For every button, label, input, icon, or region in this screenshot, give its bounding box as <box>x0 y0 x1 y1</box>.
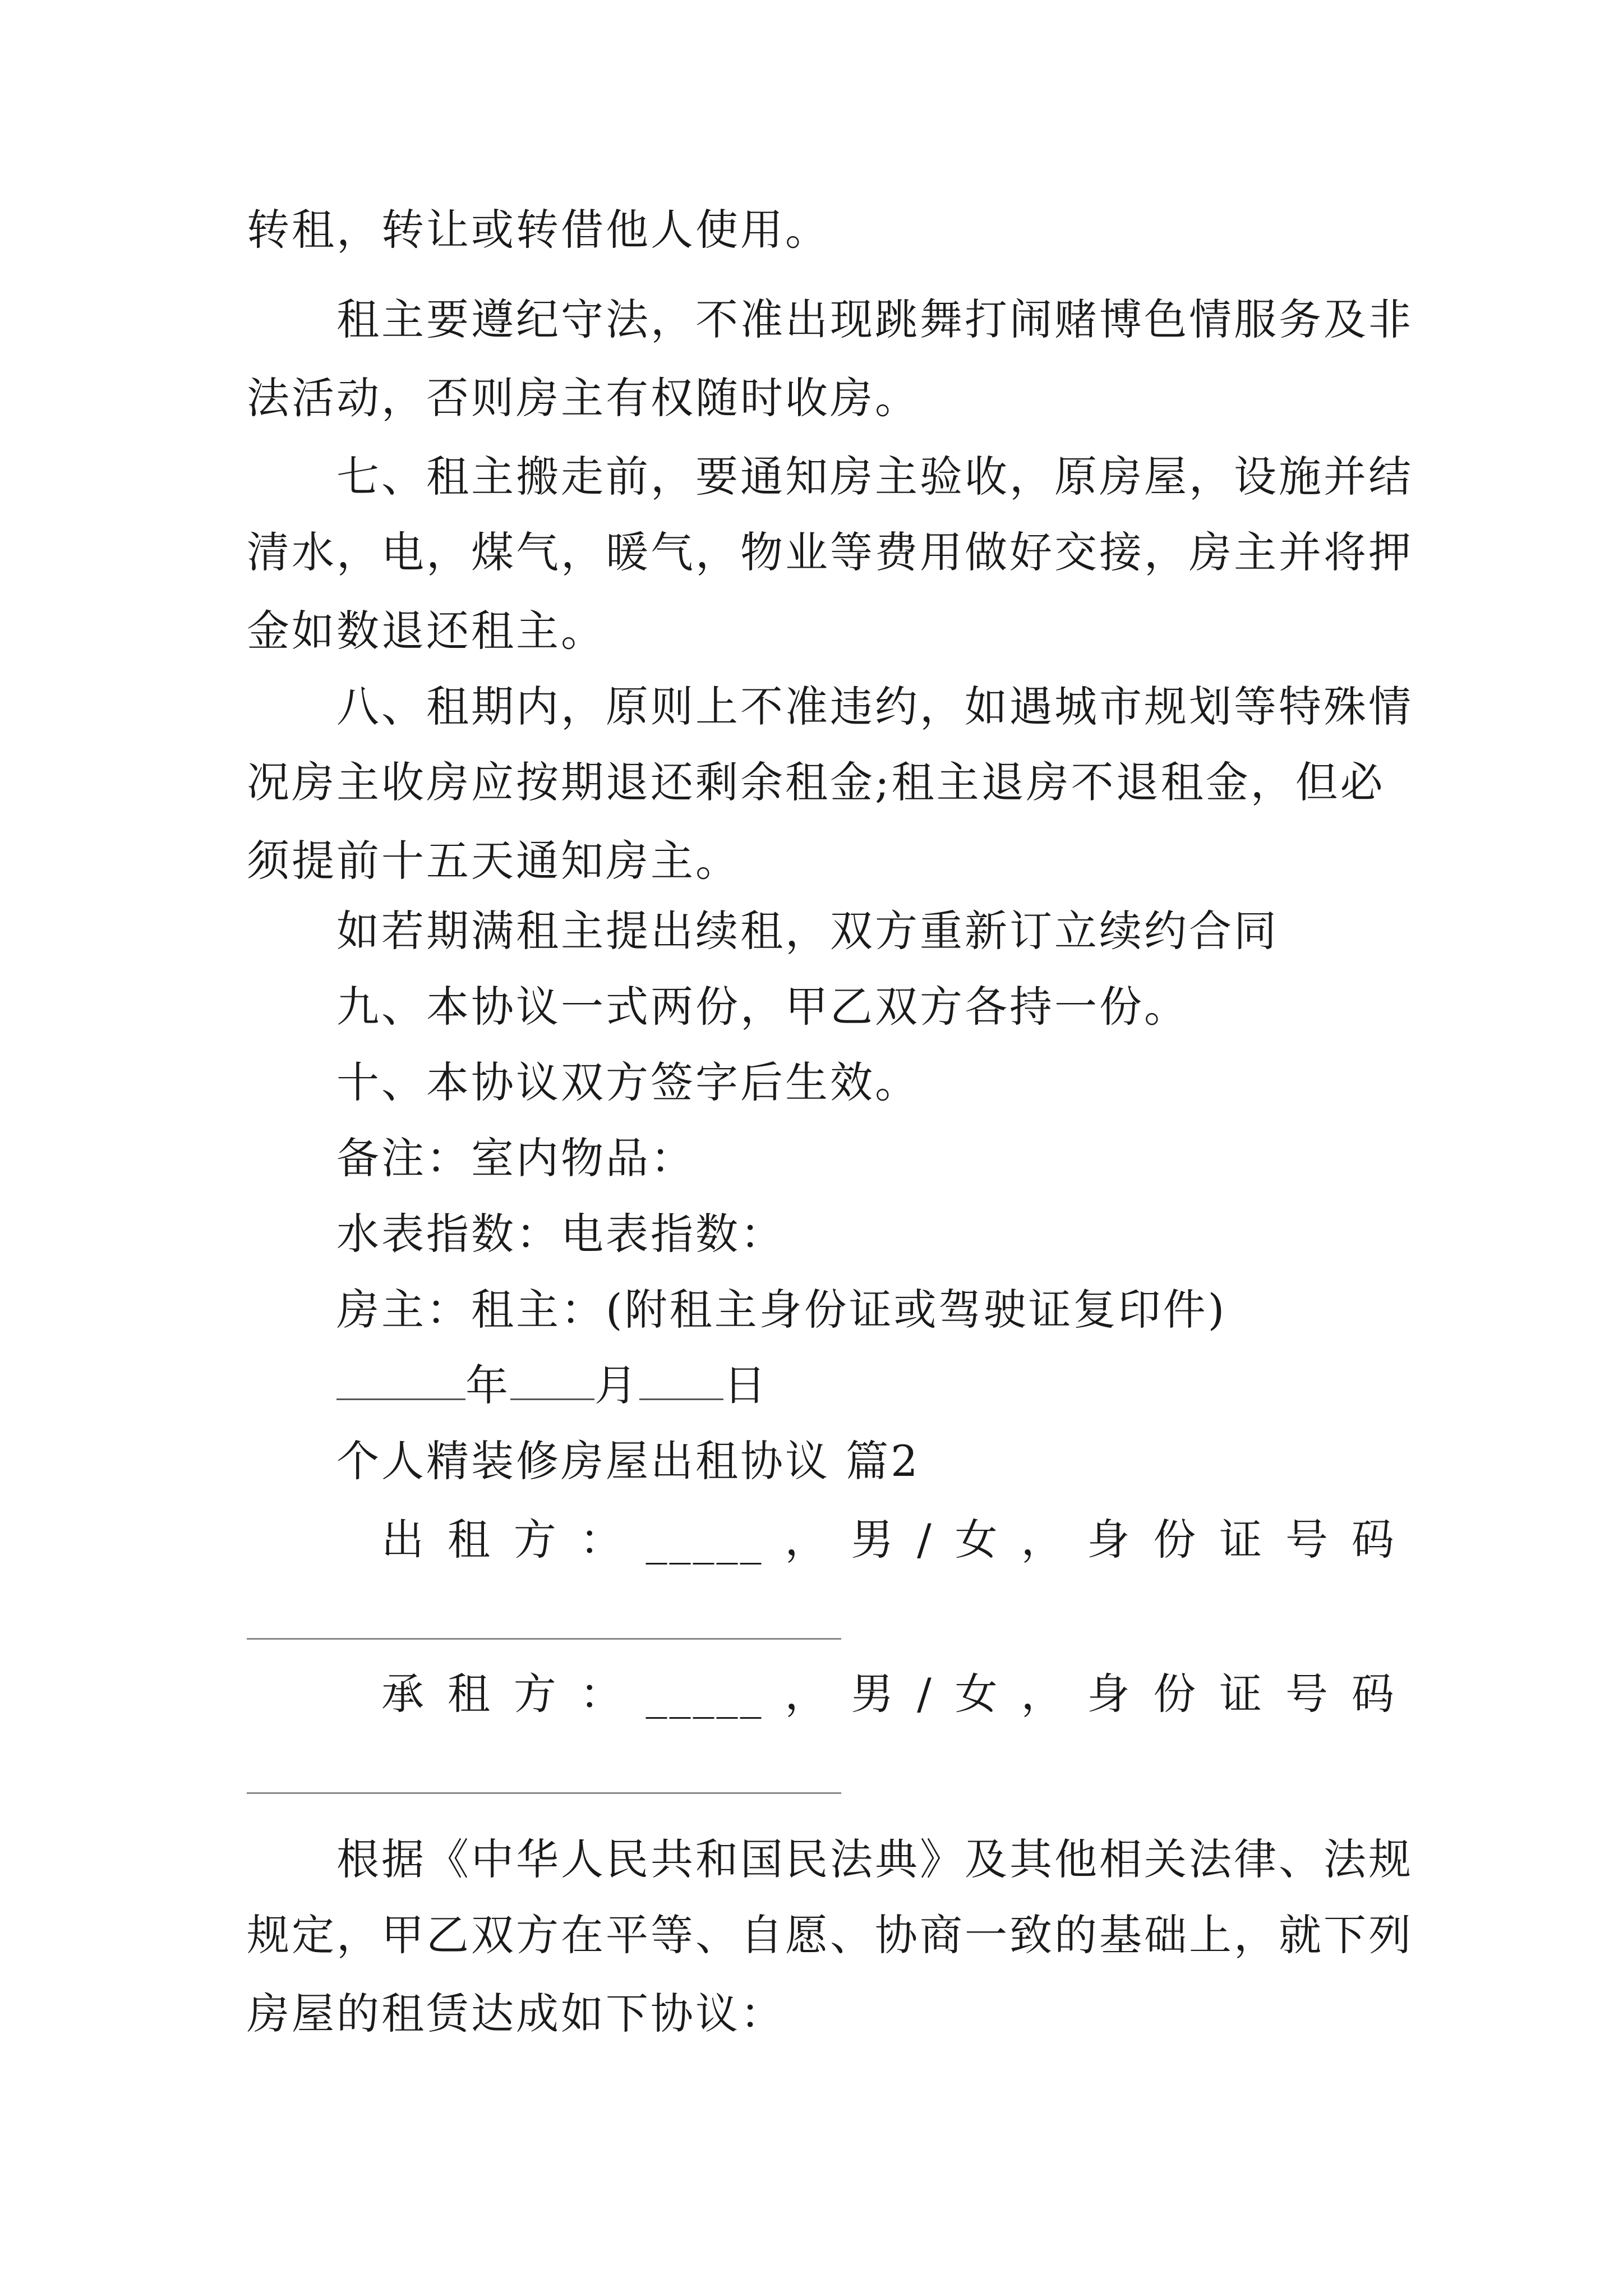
lessor-id-underline <box>247 1638 841 1640</box>
closing-line: 根据《中华人民共和国民法典》及其他相关法律、法规 <box>336 1834 1413 1884</box>
lessor-char: 证 <box>1219 1515 1265 1565</box>
date-line <box>336 1358 768 1414</box>
clause-10-line: 十、本协议双方签字后生效。 <box>336 1057 920 1107</box>
lessee-line <box>381 1666 1396 1722</box>
remarks-line: 备注：室内物品： <box>336 1133 695 1183</box>
year-blank <box>336 1364 465 1400</box>
lessor-char: 号 <box>1285 1515 1330 1565</box>
signature-line: 房主：租主：(附租主身份证或驾驶证复印件) <box>336 1285 1227 1335</box>
clause-7-line: 清水，电，煤气，暖气，物业等费用做好交接，房主并将押 <box>247 527 1413 577</box>
closing-line: 规定，甲乙双方在平等、自愿、协商一致的基础上，就下列 <box>247 1910 1413 1960</box>
lessee-char: / <box>917 1669 934 1719</box>
lessor-char: 身 <box>1087 1515 1132 1565</box>
paragraph-line: 法活动，否则房主有权随时收房。 <box>247 373 920 423</box>
clause-9-line: 九、本协议一式两份，甲乙双方各持一份。 <box>336 982 1189 1032</box>
lessee-name-blank: _____ <box>645 1669 764 1719</box>
lessor-char: / <box>917 1515 934 1565</box>
clause-8-line: 八、租期内，原则上不准违约，如遇城市规划等特殊情 <box>336 682 1413 731</box>
month-blank <box>510 1364 594 1400</box>
lessor-char: 出 <box>381 1515 426 1565</box>
year-label: 年 <box>465 1360 510 1410</box>
lessee-char: ， <box>1021 1669 1066 1719</box>
lessee-char: 承 <box>381 1669 426 1719</box>
lessee-char: 份 <box>1153 1669 1198 1719</box>
renewal-line: 如若期满租主提出续租，双方重新订立续约合同 <box>336 906 1279 956</box>
lessee-char: ， <box>785 1669 830 1719</box>
lessee-char: 身 <box>1087 1669 1132 1719</box>
lessor-char: 女 <box>955 1515 1000 1565</box>
lessee-char: 女 <box>955 1669 1000 1719</box>
lessor-name-blank: _____ <box>645 1515 764 1565</box>
lessee-id-underline <box>247 1792 841 1794</box>
lessee-char: 号 <box>1285 1669 1330 1719</box>
closing-line: 房屋的租赁达成如下协议： <box>247 1989 785 2039</box>
clause-8-line: 须提前十五天通知房主。 <box>247 836 740 886</box>
paragraph-line: 租主要遵纪守法，不准出现跳舞打闹赌博色情服务及非 <box>336 295 1413 344</box>
lessee-char: 方 <box>513 1669 559 1719</box>
lessee-char: 租 <box>447 1669 492 1719</box>
lessor-char: ， <box>1021 1515 1066 1565</box>
clause-8-line: 况房主收房应按期退还剩余租金;租主退房不退租金，但必 <box>247 757 1385 807</box>
lessee-char: ： <box>579 1669 625 1719</box>
lessor-line <box>381 1512 1396 1568</box>
lessor-char: ， <box>785 1515 830 1565</box>
clause-7-line: 金如数退还租主。 <box>247 606 606 656</box>
lessee-char: 码 <box>1351 1669 1396 1719</box>
paragraph-line: 转租，转让或转借他人使用。 <box>247 205 830 255</box>
meter-readings-line: 水表指数：电表指数： <box>336 1209 785 1259</box>
section-title: 个人精装修房屋出租协议 篇2 <box>336 1436 920 1486</box>
day-label: 日 <box>723 1360 768 1410</box>
day-blank <box>639 1364 723 1400</box>
lessor-char: 份 <box>1153 1515 1198 1565</box>
lessee-char: 男 <box>851 1669 896 1719</box>
clause-7-line: 七、租主搬走前，要通知房主验收，原房屋，设施并结 <box>336 452 1413 501</box>
month-label: 月 <box>594 1360 639 1410</box>
lessor-char: 租 <box>447 1515 492 1565</box>
lessor-char: ： <box>579 1515 625 1565</box>
lessee-char: 证 <box>1219 1669 1265 1719</box>
lessor-char: 男 <box>851 1515 896 1565</box>
lessor-char: 码 <box>1351 1515 1396 1565</box>
lessor-char: 方 <box>513 1515 559 1565</box>
